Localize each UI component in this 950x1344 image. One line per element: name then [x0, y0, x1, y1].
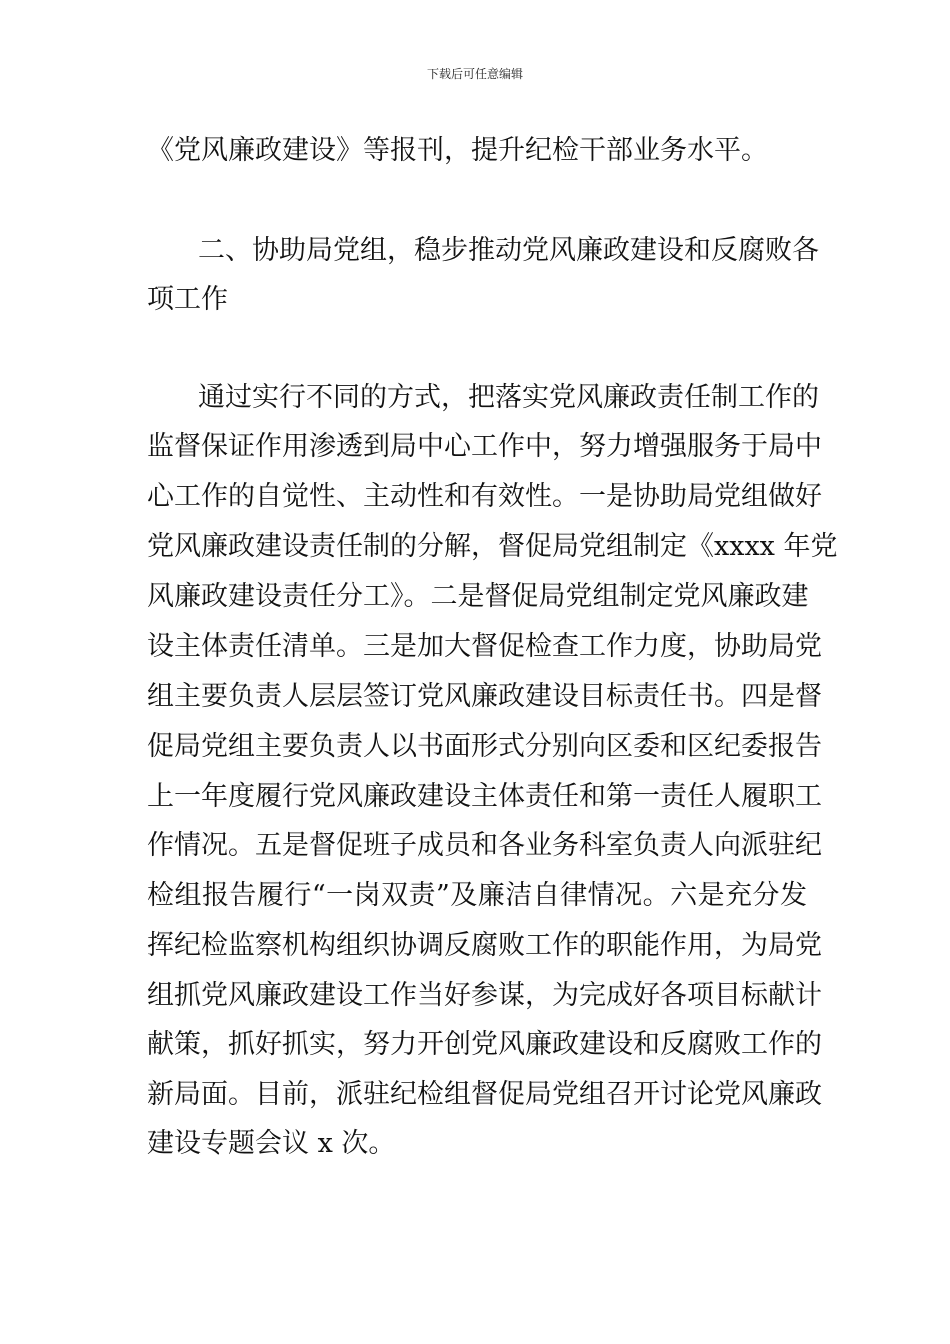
paragraph-line: 设主体责任清单。三是加大督促检查工作力度，协助局党 — [147, 631, 822, 662]
section-heading-line: 二、协助局党组，稳步推动党风廉政建设和反腐败各 — [198, 235, 819, 266]
paragraph-line: 上一年度履行党风廉政建设主体责任和第一责任人履职工 — [147, 781, 822, 812]
paragraph-line: 党风廉政建设责任制的分解，督促局党组制定《xxxx 年党 — [147, 531, 838, 562]
paragraph-line: 检组报告履行“一岗双责”及廉洁自律情况。六是充分发 — [147, 880, 807, 911]
paragraph-line: 新局面。目前，派驻纪检组督促局党组召开讨论党风廉政 — [147, 1079, 822, 1110]
paragraph-line: 建设专题会议 x 次。 — [147, 1128, 396, 1159]
paragraph-line: 作情况。五是督促班子成员和各业务科室负责人向派驻纪 — [147, 830, 822, 861]
paragraph-line: 促局党组主要负责人以书面形式分别向区委和区纪委报告 — [147, 731, 822, 762]
paragraph-line: 组抓党风廉政建设工作当好参谋，为完成好各项目标献计 — [147, 980, 822, 1011]
section-heading-line: 项工作 — [147, 284, 228, 315]
paragraph-line: 挥纪检监察机构组织协调反腐败工作的职能作用，为局党 — [147, 930, 822, 961]
paragraph-line: 心工作的自觉性、主动性和有效性。一是协助局党组做好 — [147, 481, 822, 512]
text-line: 《党风廉政建设》等报刊，提升纪检干部业务水平。 — [147, 135, 768, 166]
paragraph-line: 组主要负责人层层签订党风廉政建设目标责任书。四是督 — [147, 681, 822, 712]
page-header-note: 下载后可任意编辑 — [426, 67, 523, 81]
paragraph-line: 通过实行不同的方式，把落实党风廉政责任制工作的 — [198, 382, 819, 413]
paragraph-line: 献策，抓好抓实，努力开创党风廉政建设和反腐败工作的 — [147, 1029, 822, 1060]
paragraph-line: 风廉政建设责任分工》。二是督促局党组制定党风廉政建 — [147, 581, 809, 612]
paragraph-line: 监督保证作用渗透到局中心工作中，努力增强服务于局中 — [147, 431, 822, 462]
